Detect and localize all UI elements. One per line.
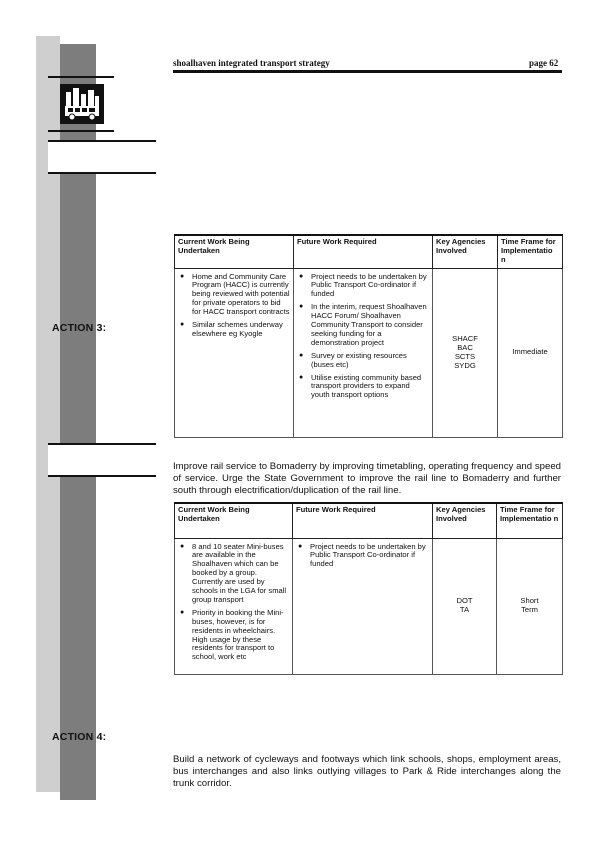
bus-and-buildings-icon [60, 84, 104, 124]
list-item: ● Home and Community Care Program (HACC) is currently being reviewed with potential for private operators to bid for HACC transport contracts [178, 273, 290, 318]
table-row [175, 538, 563, 675]
agency: SYDG [454, 360, 476, 370]
list-item: ● In the interim, request Shoalhaven HACC Forum/ Shoalhaven Community Transport to consider seeking funding for a demonstration project [297, 303, 429, 348]
logo-rule-top [48, 76, 114, 78]
section-rule [48, 172, 156, 174]
time-frame-cell [497, 538, 563, 675]
header-future-work: Future Work Required [294, 235, 433, 268]
list-item: ● 8 and 10 seater Mini-buses are available in the Shoalhaven which can be booked by a group. Currently are used by schools in the LGA for small group transport [178, 543, 289, 605]
time-frame-line: Term [521, 605, 538, 615]
document-title: shoalhaven integrated transport strategy [173, 58, 330, 68]
table-header-row [175, 235, 563, 268]
header-current-work: Current Work Being Undertaken [175, 235, 294, 268]
action-4-label: ACTION 4: [52, 731, 107, 743]
action-4-paragraph: Build a network of cycleways and footways which link schools, shops, employment areas, bus interchanges and also links outlying villages to Park & Ride interchanges along the trunk corridor. [173, 754, 561, 789]
spacer-block [48, 444, 156, 476]
current-work-cell [175, 268, 294, 438]
header-rule [173, 70, 562, 73]
list-item: ● Priority in booking the Mini-buses, however, is for residents in wheelchairs. High usage by these residents for transport to school, work etc [178, 609, 289, 662]
key-agencies-cell [433, 268, 498, 438]
agency: SCTS [454, 351, 476, 361]
header-time-frame: Time Frame for Implementatio n [498, 235, 563, 268]
header-current-work: Current Work Being Undertaken [175, 503, 293, 538]
future-work-cell [294, 268, 433, 438]
agency: TA [459, 605, 470, 615]
agency: DOT [456, 596, 473, 606]
table-header-row [175, 503, 563, 538]
rail-service-paragraph: Improve rail service to Bomaderry by improving timetabling, operating frequency and speed of service. Urge the State Government to improve the rail line to Bomaderry and further south through electrification/duplication of the rail line. [173, 461, 561, 496]
section-rule [48, 443, 156, 445]
agency: BAC [457, 342, 473, 352]
agency: SHACF [452, 333, 478, 343]
header-key-agencies: Key Agencies Involved [433, 235, 498, 268]
spacer-block [48, 141, 156, 173]
section-rule [48, 475, 156, 477]
list-item: ● Project needs to be undertaken by Public Transport Co-ordinator if funded [296, 543, 429, 570]
list-item: ● Project needs to be undertaken by Public Transport Co-ordinator if funded [297, 273, 429, 300]
list-item: ● Survey or existing resources (buses etc) [297, 352, 429, 370]
rail-table [174, 502, 563, 675]
header-future-work: Future Work Required [293, 503, 433, 538]
header-time-frame: Time Frame for Implementatio n [497, 503, 563, 538]
page-number: page 62 [529, 58, 559, 68]
header-key-agencies: Key Agencies Involved [433, 503, 497, 538]
list-item: ● Utilise existing community based transport providers to expand youth transport options [297, 374, 429, 401]
list-item: ● Similar schemes underway elsewhere eg Kyogle [178, 321, 290, 339]
table-row [175, 268, 563, 438]
logo-rule-bottom [48, 130, 114, 132]
time-frame-line: Short [520, 596, 539, 606]
time-frame-cell: Immediate [498, 268, 563, 438]
future-work-cell [293, 538, 433, 675]
action-3-label: ACTION 3: [52, 322, 107, 334]
section-rule [48, 140, 156, 142]
action-3-table [174, 234, 563, 438]
key-agencies-cell [433, 538, 497, 675]
current-work-cell [175, 538, 293, 675]
